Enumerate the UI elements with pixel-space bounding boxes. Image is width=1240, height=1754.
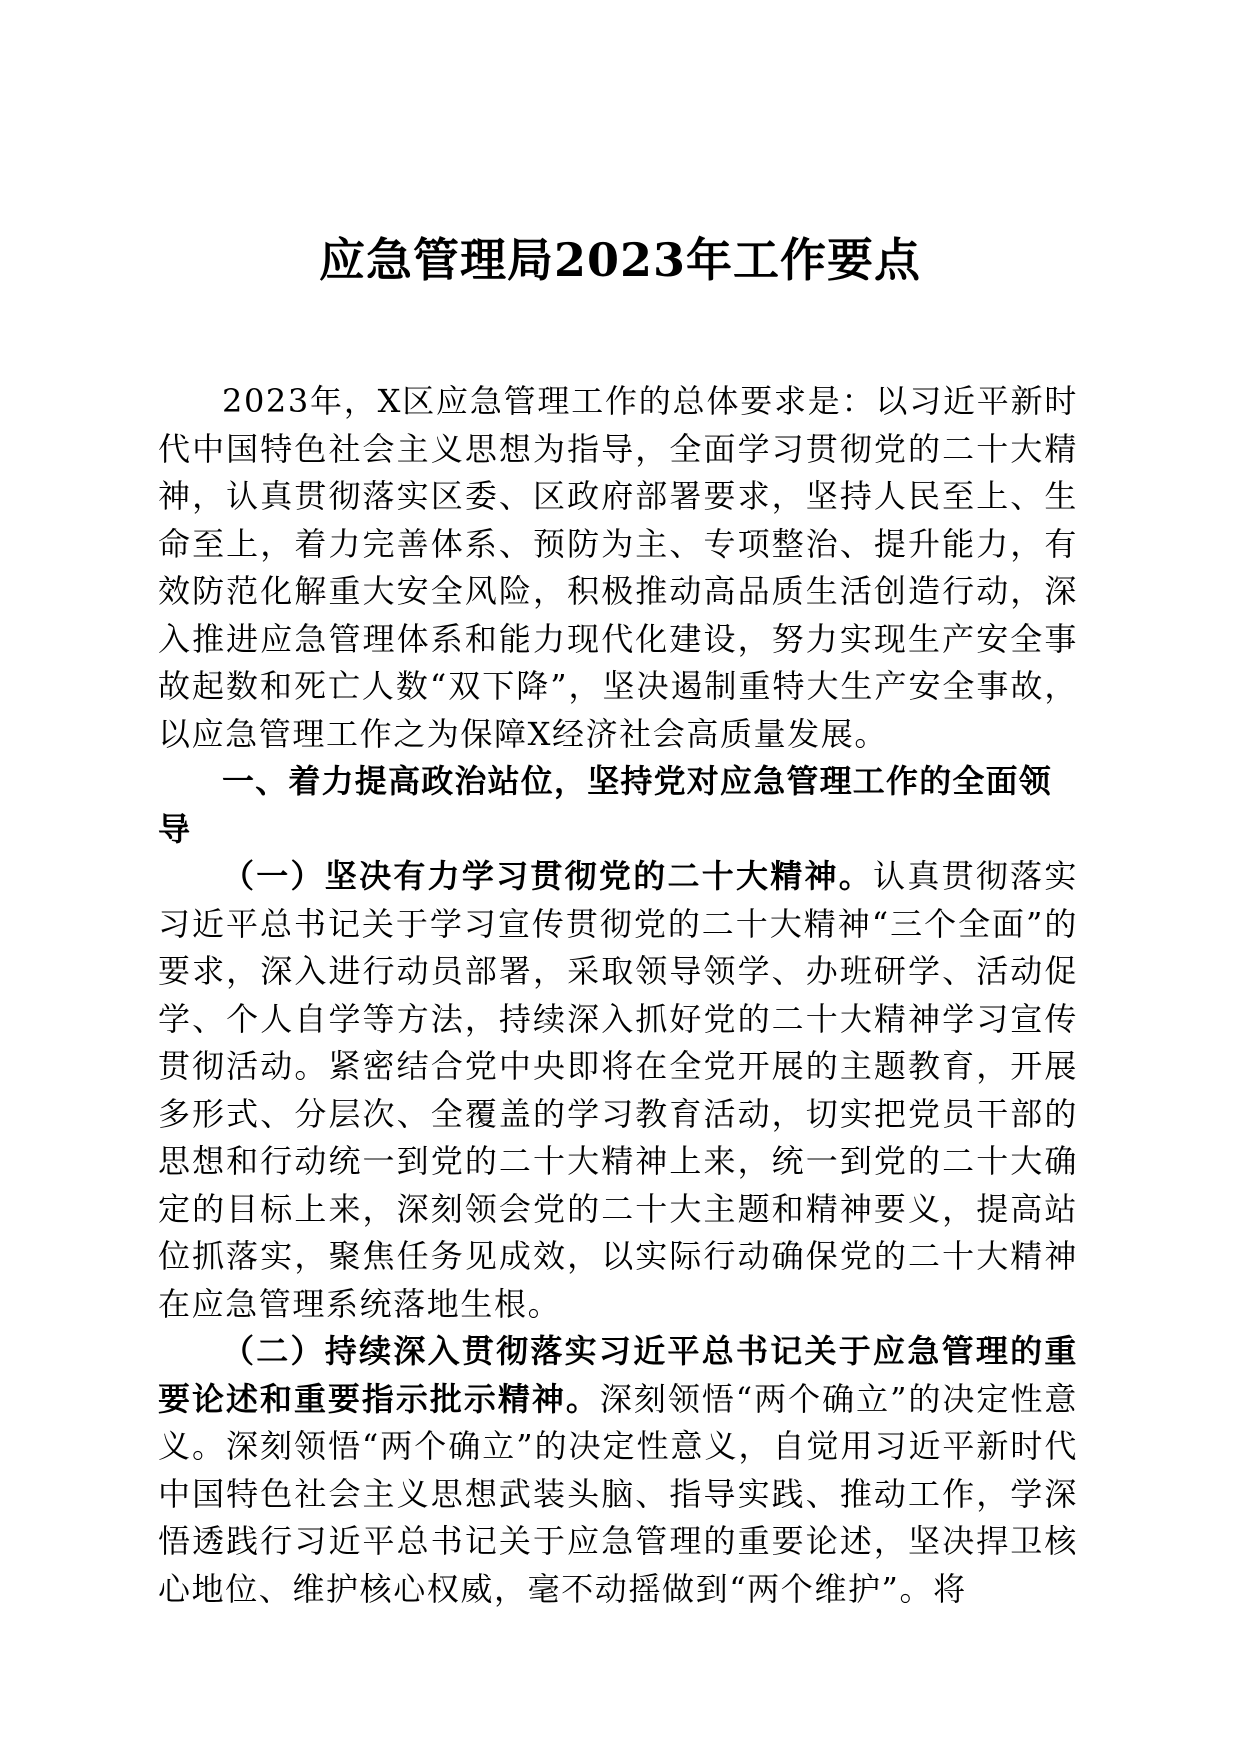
item-2-paragraph — [158, 1328, 1078, 1613]
section-heading-1: 一、着力提高政治站位，坚持党对应急管理工作的全面领导 — [158, 762, 1053, 848]
document-body — [158, 378, 1078, 1613]
item-2-lead: （二）持续深入贯彻落实习近平总书记关于应急管理的重要论述和重要指示批示精神。 — [158, 1332, 1078, 1418]
item-2-text: 深刻领悟“两个确立”的决定性意义。深刻领悟“两个确立”的决定性意义，自觉用习近平新时代中国特色社会主义思想武装头脑、指导实践、推动工作，学深悟透践行习近平总书记关于应急管理的重要论述，坚决捍卫核心地位、维护核心权威，毫不动摇做到“两个维护”。将 — [158, 1379, 1078, 1608]
item-1-lead: （一）坚决有力学习贯彻党的二十大精神。 — [222, 857, 874, 895]
item-1-paragraph — [158, 853, 1078, 1328]
item-1-text: 认真贯彻落实习近平总书记关于学习宣传贯彻党的二十大精神“三个全面”的要求，深入进行动员部署，采取领导领学、办班研学、活动促学、个人自学等方法，持续深入抓好党的二十大精神学习宣传贯彻活动。紧密结合党中央即将在全党开展的主题教育，开展多形式、分层次、全覆盖的学习教育活动，切实把党员干部的思想和行动统一到党的二十大精神上来，统一到党的二十大确定的目标上来，深刻领会党的二十大主题和精神要义，提高站位抓落实，聚焦任务见成效，以实际行动确保党的二十大精神在应急管理系统落地生根。 — [158, 857, 1078, 1323]
document-title: 应急管理局2023年工作要点 — [318, 233, 922, 287]
intro-paragraph: 2023年，X区应急管理工作的总体要求是：以习近平新时代中国特色社会主义思想为指导，全面学习贯彻党的二十大精神，认真贯彻落实区委、区政府部署要求，坚持人民至上、生命至上，着力完善体系、预防为主、专项整治、提升能力，有效防范化解重大安全风险，积极推动高品质生活创造行动，深入推进应急管理体系和能力现代化建设，努力实现生产安全事故起数和死亡人数“双下降”，坚决遏制重特大生产安全事故，以应急管理工作之为保障X经济社会高质量发展。 — [158, 382, 1078, 753]
